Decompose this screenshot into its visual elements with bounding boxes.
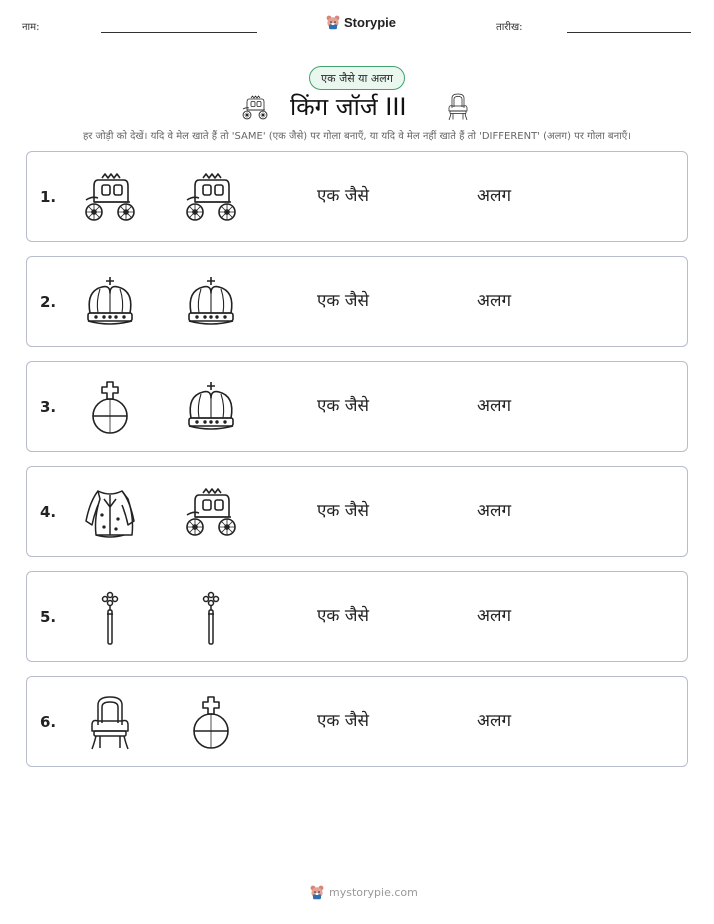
question-number: 2. xyxy=(40,293,57,311)
different-option[interactable]: अलग xyxy=(477,501,512,521)
different-option[interactable]: अलग xyxy=(477,186,512,206)
scepter-icon xyxy=(80,590,140,646)
crown-icon xyxy=(181,275,241,331)
question-row xyxy=(26,466,688,557)
robe-icon xyxy=(80,485,140,541)
question-row xyxy=(26,571,688,662)
brand-name: Storypie xyxy=(344,14,397,30)
carriage-icon xyxy=(80,170,140,226)
throne-icon xyxy=(80,695,140,751)
instructions: हर जोड़ी को देखें। यदि वे मेल खाते हैं तो 'SAME' (एक जैसे) पर गोला बनाएँ, या यदि वे मेल नहीं खाते हैं तो 'DIFFERENT' (अलग) पर गोला बनाएँ। xyxy=(82,131,632,142)
same-option[interactable]: एक जैसे xyxy=(317,606,369,626)
worksheet-type-badge: एक जैसे या अलग xyxy=(309,66,405,90)
orb-icon xyxy=(181,695,241,751)
different-option[interactable]: अलग xyxy=(477,711,512,731)
question-row xyxy=(26,676,688,767)
same-option[interactable]: एक जैसे xyxy=(317,396,369,416)
same-option[interactable]: एक जैसे xyxy=(317,501,369,521)
different-option[interactable]: अलग xyxy=(477,291,512,311)
carriage-icon xyxy=(181,170,241,226)
different-option[interactable]: अलग xyxy=(477,396,512,416)
question-row xyxy=(26,256,688,347)
date-label: तारीख: xyxy=(496,22,523,33)
different-option[interactable]: अलग xyxy=(477,606,512,626)
same-option[interactable]: एक जैसे xyxy=(317,291,369,311)
question-number: 5. xyxy=(40,608,57,626)
orb-icon xyxy=(80,380,140,436)
question-row xyxy=(26,151,688,242)
name-line[interactable] xyxy=(101,32,257,33)
footer xyxy=(309,884,418,900)
footer-url: mystorypie.com xyxy=(329,885,418,899)
bear-mascot-icon xyxy=(309,884,325,900)
date-line[interactable] xyxy=(567,32,691,33)
carriage-icon xyxy=(181,485,241,541)
name-label: नाम: xyxy=(22,22,40,33)
page-title: किंग जॉर्ज III xyxy=(290,93,407,121)
throne-icon xyxy=(443,92,473,122)
same-option[interactable]: एक जैसे xyxy=(317,711,369,731)
crown-icon xyxy=(181,380,241,436)
carriage-icon xyxy=(240,94,270,122)
question-number: 3. xyxy=(40,398,57,416)
scepter-icon xyxy=(181,590,241,646)
question-number: 1. xyxy=(40,188,57,206)
question-number: 6. xyxy=(40,713,57,731)
crown-icon xyxy=(80,275,140,331)
brand-logo xyxy=(325,14,396,30)
question-row xyxy=(26,361,688,452)
question-number: 4. xyxy=(40,503,57,521)
same-option[interactable]: एक जैसे xyxy=(317,186,369,206)
bear-mascot-icon xyxy=(325,14,341,30)
